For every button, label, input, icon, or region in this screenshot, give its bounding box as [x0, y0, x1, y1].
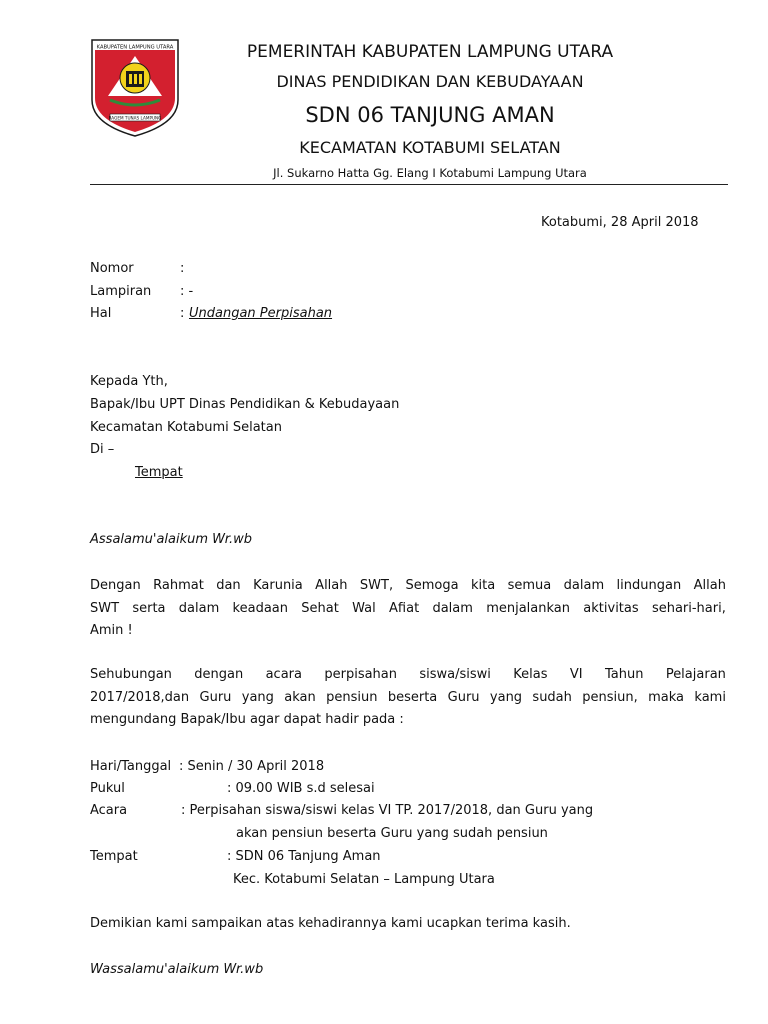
hal-value: Undangan Perpisahan [189, 306, 333, 321]
nomor-label: Nomor [90, 261, 134, 276]
regency-logo [90, 38, 180, 138]
pukul-value: : 09.00 WIB s.d selesai [227, 781, 375, 796]
header-school-name: SDN 06 TANJUNG AMAN [305, 103, 555, 127]
hal-label: Hal [90, 306, 112, 321]
acara-value-1: : Perpisahan siswa/siswi kelas VI TP. 2017/2018, dan Guru yang [181, 803, 594, 818]
paragraph-2-line-2: 2017/2018,dan Guru yang akan pensiun beserta Guru yang sudah pensiun, maka kami [90, 689, 726, 705]
letterhead-divider [90, 184, 728, 185]
letter-date: Kotabumi, 28 April 2018 [541, 215, 699, 230]
lampiran-label: Lampiran [90, 284, 152, 299]
header-address: Jl. Sukarno Hatta Gg. Elang I Kotabumi Lampung Utara [273, 166, 587, 180]
paragraph-2-line-3: mengundang Bapak/Ibu agar dapat hadir pada : [90, 712, 404, 727]
paragraph-1-line-3: Amin ! [90, 623, 133, 638]
paragraph-2 [90, 664, 726, 732]
header-government: PEMERINTAH KABUPATEN LAMPUNG UTARA [246, 42, 614, 62]
tempat-value-2: Kec. Kotabumi Selatan – Lampung Utara [233, 872, 495, 887]
opening-greeting: Assalamu'alaikum Wr.wb [90, 532, 252, 547]
recipient-line-3: Kecamatan Kotabumi Selatan [90, 420, 282, 435]
closing-greeting: Wassalamu'alaikum Wr.wb [90, 962, 264, 977]
hal-colon: : [180, 306, 185, 321]
recipient-line-4: Di – [90, 442, 115, 457]
nomor-value: : [180, 261, 185, 276]
paragraph-1-line-1: Dengan Rahmat dan Karunia Allah SWT, Semoga kita semua dalam lindungan Allah [90, 578, 726, 593]
paragraph-1-line-2: SWT serta dalam keadaan Sehat Wal Afiat dalam menjalankan aktivitas sehari-hari, [90, 600, 726, 616]
tempat-label: Tempat [90, 849, 138, 864]
hari-value: : Senin / 30 April 2018 [179, 759, 325, 774]
header-district: KECAMATAN KOTABUMI SELATAN [299, 138, 561, 157]
lampiran-value: : - [180, 284, 194, 299]
recipient-place: Tempat [135, 465, 183, 480]
closing-statement: Demikian kami sampaikan atas kehadirannya kami ucapkan terima kasih. [90, 916, 571, 931]
acara-value-2: akan pensiun beserta Guru yang sudah pensiun [236, 826, 548, 841]
pukul-label: Pukul [90, 781, 125, 796]
recipient-line-2: Bapak/Ibu UPT Dinas Pendidikan & Kebudayaan [90, 397, 400, 412]
acara-label: Acara [90, 803, 128, 818]
logo-bottom-text: RAGEM TUNAS LAMPUNG [108, 115, 162, 121]
tempat-value-1: : SDN 06 Tanjung Aman [227, 849, 381, 864]
paragraph-2-line-1: Sehubungan dengan acara perpisahan siswa/siswi Kelas VI Tahun Pelajaran [90, 667, 726, 682]
hari-label: Hari/Tanggal [90, 759, 172, 774]
header-department: DINAS PENDIDIKAN DAN KEBUDAYAAN [276, 72, 584, 91]
logo-top-text: KABUPATEN LAMPUNG UTARA [96, 44, 174, 51]
paragraph-1 [90, 575, 726, 643]
recipient-line-1: Kepada Yth, [90, 374, 168, 389]
